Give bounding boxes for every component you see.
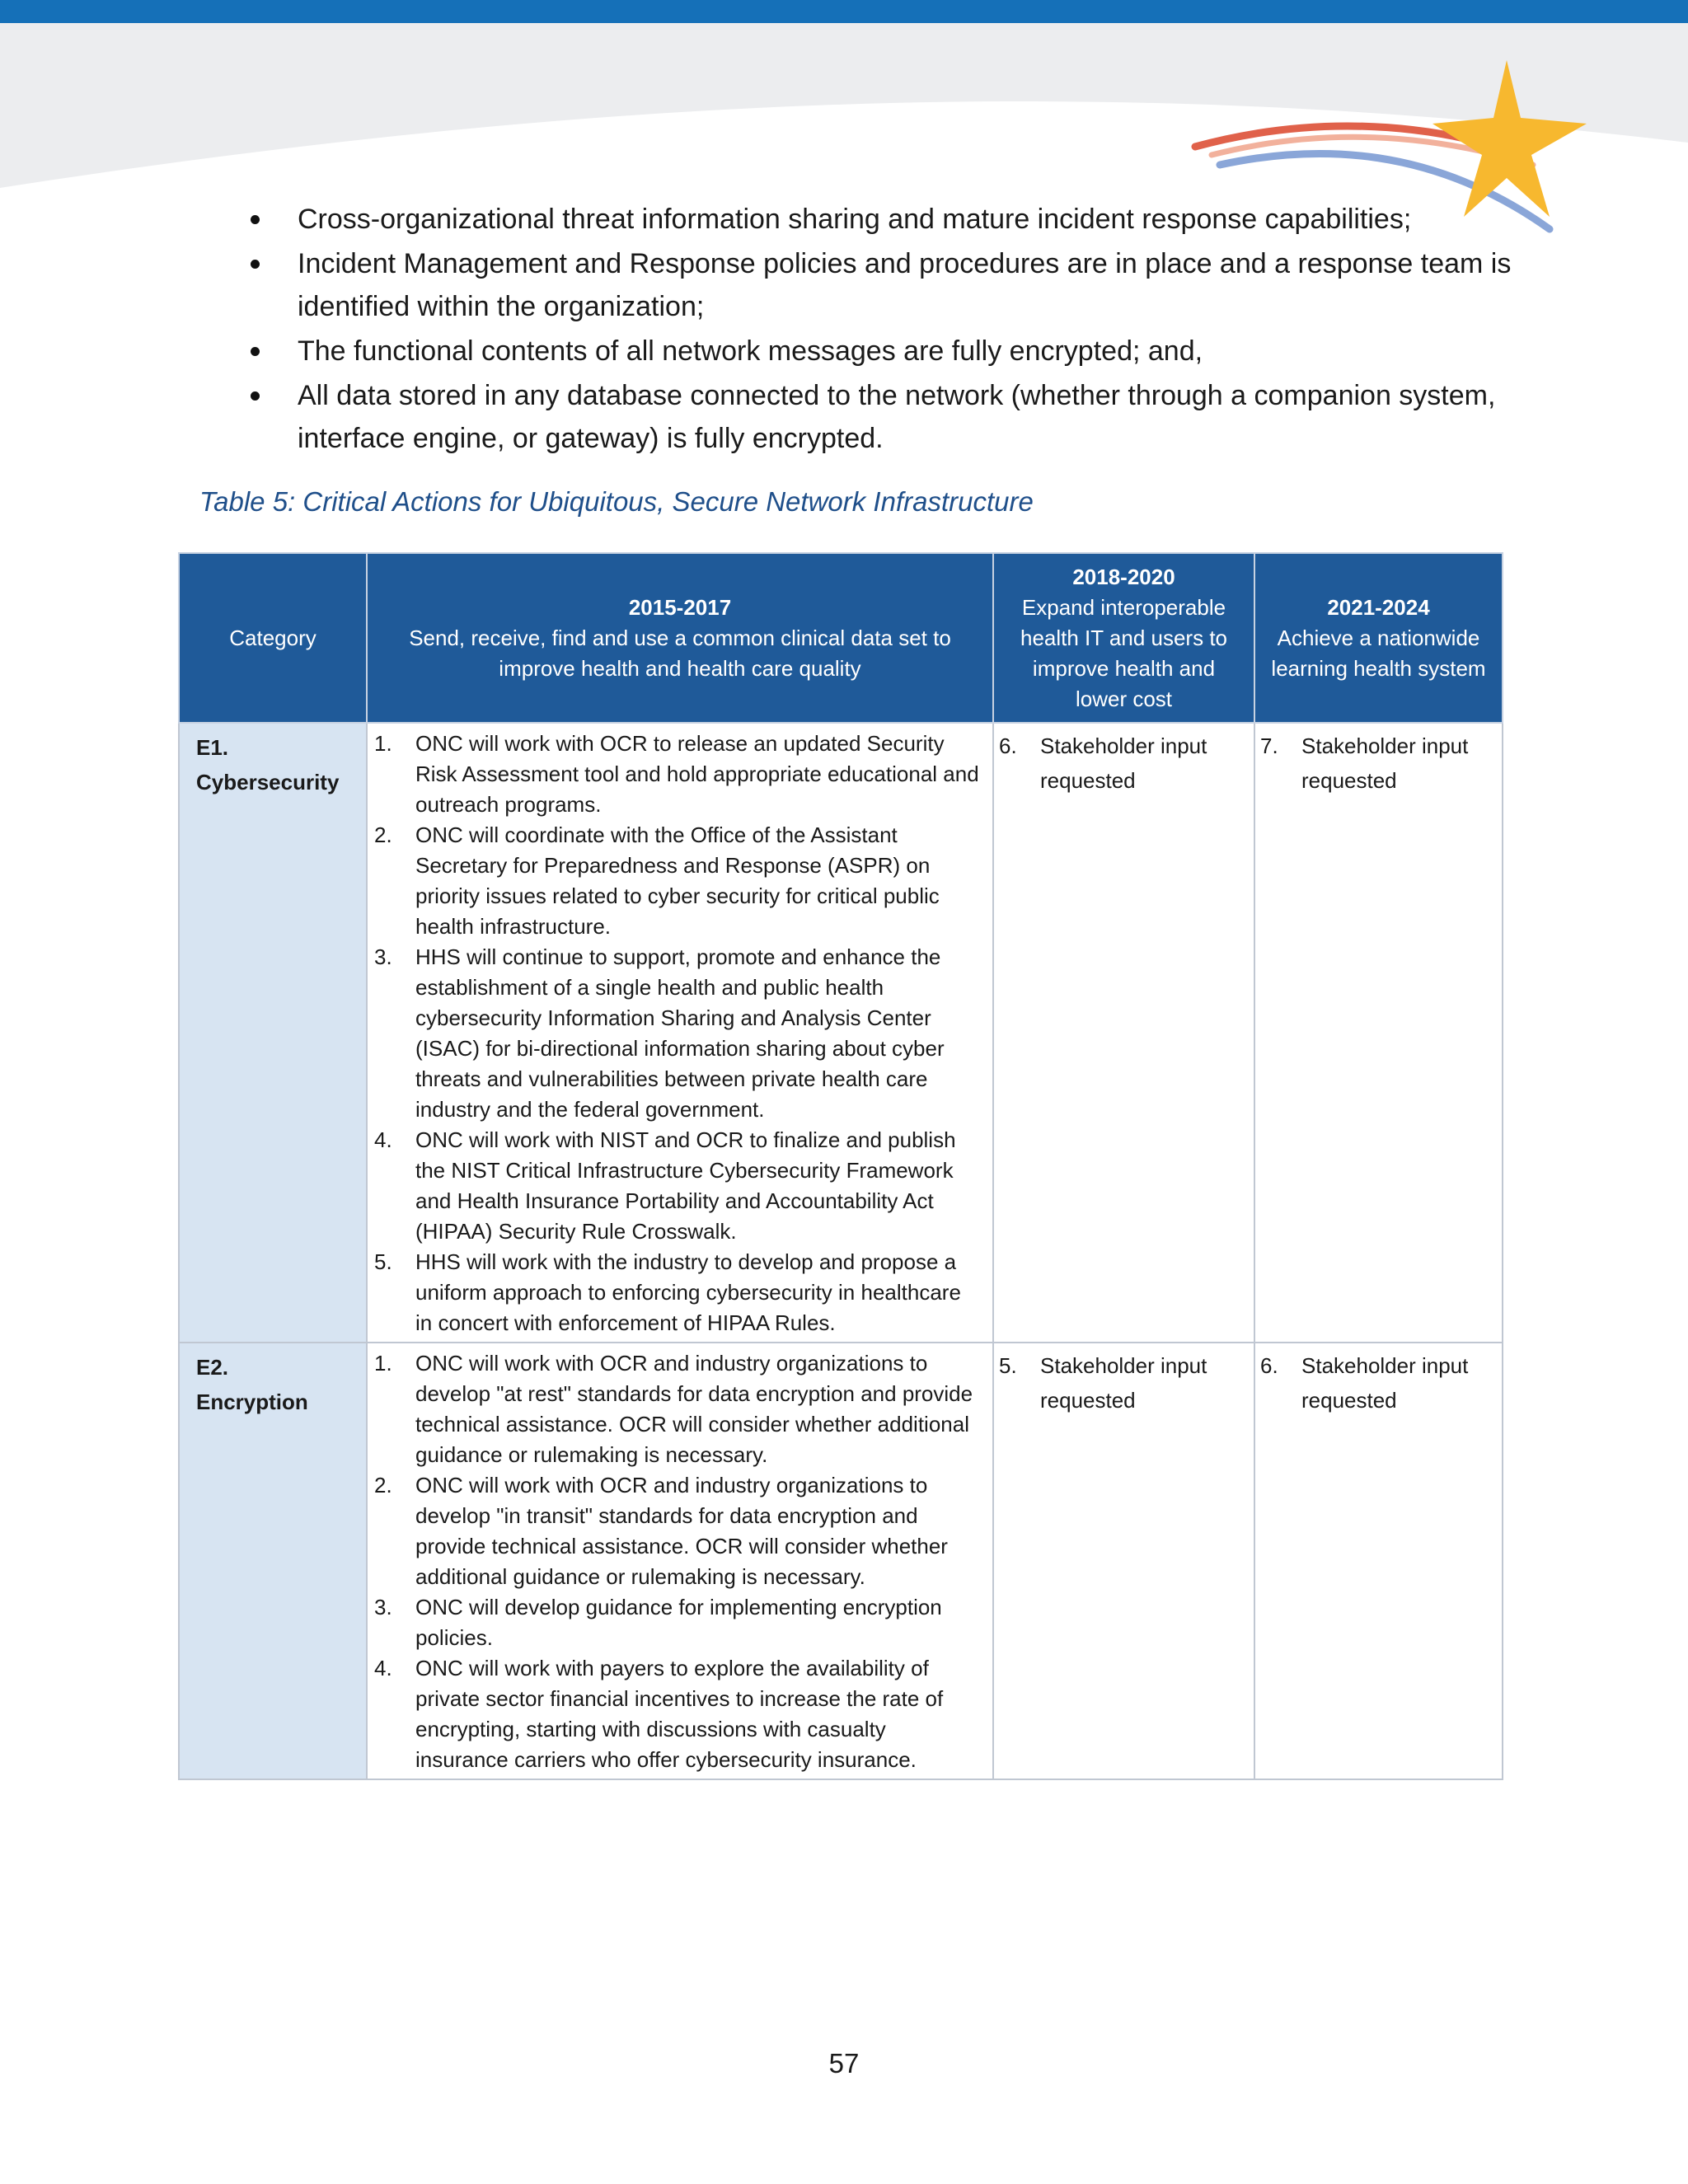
header-2021-2024 xyxy=(1254,553,1503,723)
bullet-item: The functional contents of all network messages are fully encrypted; and, xyxy=(247,330,1533,373)
actions-2018-2020-cell xyxy=(993,1343,1254,1779)
actions-2021-2024-cell xyxy=(1254,1343,1503,1779)
action-item: 4. ONC will work with payers to explore the availability of private sector financial incentives to increase the rate of encrypting, starting with discussions with casualty insurance carriers who offer cybersecurity insurance. xyxy=(374,1656,944,1772)
actions-2015-2017-cell xyxy=(367,1343,993,1779)
table-header-row xyxy=(179,553,1503,723)
bullet-item: Cross-organizational threat information sharing and mature incident response capabilities; xyxy=(247,198,1533,241)
header-category: Category xyxy=(179,553,367,723)
category-cell xyxy=(179,723,367,1343)
action-item: 3. ONC will develop guidance for implementing encryption policies. xyxy=(374,1595,942,1650)
action-item: 2. ONC will work with OCR and industry organizations to develop "in transit" standards for data encryption and provide technical assistance. OCR will consider whether additional guidance or rulemaking is necessary. xyxy=(374,1473,948,1589)
top-banner-bar xyxy=(0,0,1688,23)
action-item: 4. ONC will work with NIST and OCR to finalize and publish the NIST Critical Infrastructure Cybersecurity Framework and Health Insurance Portability and Accountability Act (HIPAA) Security Rule Crosswalk. xyxy=(374,1127,956,1244)
header-2015-2017 xyxy=(367,553,993,723)
category-code: E1. xyxy=(196,735,229,760)
actions-2018-2020-cell xyxy=(993,723,1254,1343)
action-list xyxy=(371,729,981,1338)
category-code: E2. xyxy=(196,1355,229,1380)
header-year: 2015-2017 xyxy=(628,594,732,620)
category-name: Encryption xyxy=(196,1390,308,1414)
category-name: Cybersecurity xyxy=(196,770,340,794)
header-description: Send, receive, find and use a common clinical data set to improve health and health care quality xyxy=(409,625,951,681)
header-gray-wave xyxy=(0,23,1688,188)
stakeholder-input-item: 6. Stakeholder input requested xyxy=(999,733,1207,793)
header-year: 2018-2020 xyxy=(1072,564,1175,589)
action-list xyxy=(371,1348,981,1775)
stakeholder-input-item: 5. Stakeholder input requested xyxy=(999,1353,1207,1413)
action-item: 1. ONC will work with OCR and industry organizations to develop "at rest" standards for data encryption and provide technical assistance. OCR will consider whether additional guidance or rulemaking is necessary. xyxy=(374,1351,973,1467)
bullet-item: All data stored in any database connected to the network (whether through a companion system, interface engine, or gateway) is fully encrypted. xyxy=(247,374,1533,460)
stakeholder-input-item: 7. Stakeholder input requested xyxy=(1260,733,1469,793)
action-item: 1. ONC will work with OCR to release an updated Security Risk Assessment tool and hold appropriate educational and outreach programs. xyxy=(374,731,979,817)
action-item: 2. ONC will coordinate with the Office of the Assistant Secretary for Preparedness and Response (ASPR) on priority issues related to cyber security for critical public health infrastructure. xyxy=(374,823,940,939)
bullet-item: Incident Management and Response policies and procedures are in place and a response team is identified within the organization; xyxy=(247,242,1533,328)
header-2018-2020 xyxy=(993,553,1254,723)
category-cell xyxy=(179,1343,367,1779)
critical-actions-table xyxy=(178,552,1503,1780)
header-description: Expand interoperable health IT and users to improve health and lower cost xyxy=(1020,594,1227,711)
page-number: 57 xyxy=(828,2048,860,2079)
requirements-bullet-list xyxy=(247,198,1533,462)
actions-2015-2017-cell xyxy=(367,723,993,1343)
table-row-encryption xyxy=(179,1343,1503,1779)
table-row-cybersecurity xyxy=(179,723,1503,1343)
header-description: Achieve a nationwide learning health system xyxy=(1271,625,1486,681)
action-item: 3. HHS will continue to support, promote and enhance the establishment of a single health and public health cybersecurity Information Sharing and Analysis Center (ISAC) for bi-directional information sharing about cyber threats and vulnerabilities between private health care industry and the federal government. xyxy=(374,944,945,1122)
stakeholder-input-item: 6. Stakeholder input requested xyxy=(1260,1353,1469,1413)
action-item: 5. HHS will work with the industry to develop and propose a uniform approach to enforcing cybersecurity in healthcare in concert with enforcement of HIPAA Rules. xyxy=(374,1249,961,1335)
actions-2021-2024-cell xyxy=(1254,723,1503,1343)
header-year: 2021-2024 xyxy=(1327,594,1430,620)
table-caption: Table 5: Critical Actions for Ubiquitous, Secure Network Infrastructure xyxy=(199,486,1034,517)
